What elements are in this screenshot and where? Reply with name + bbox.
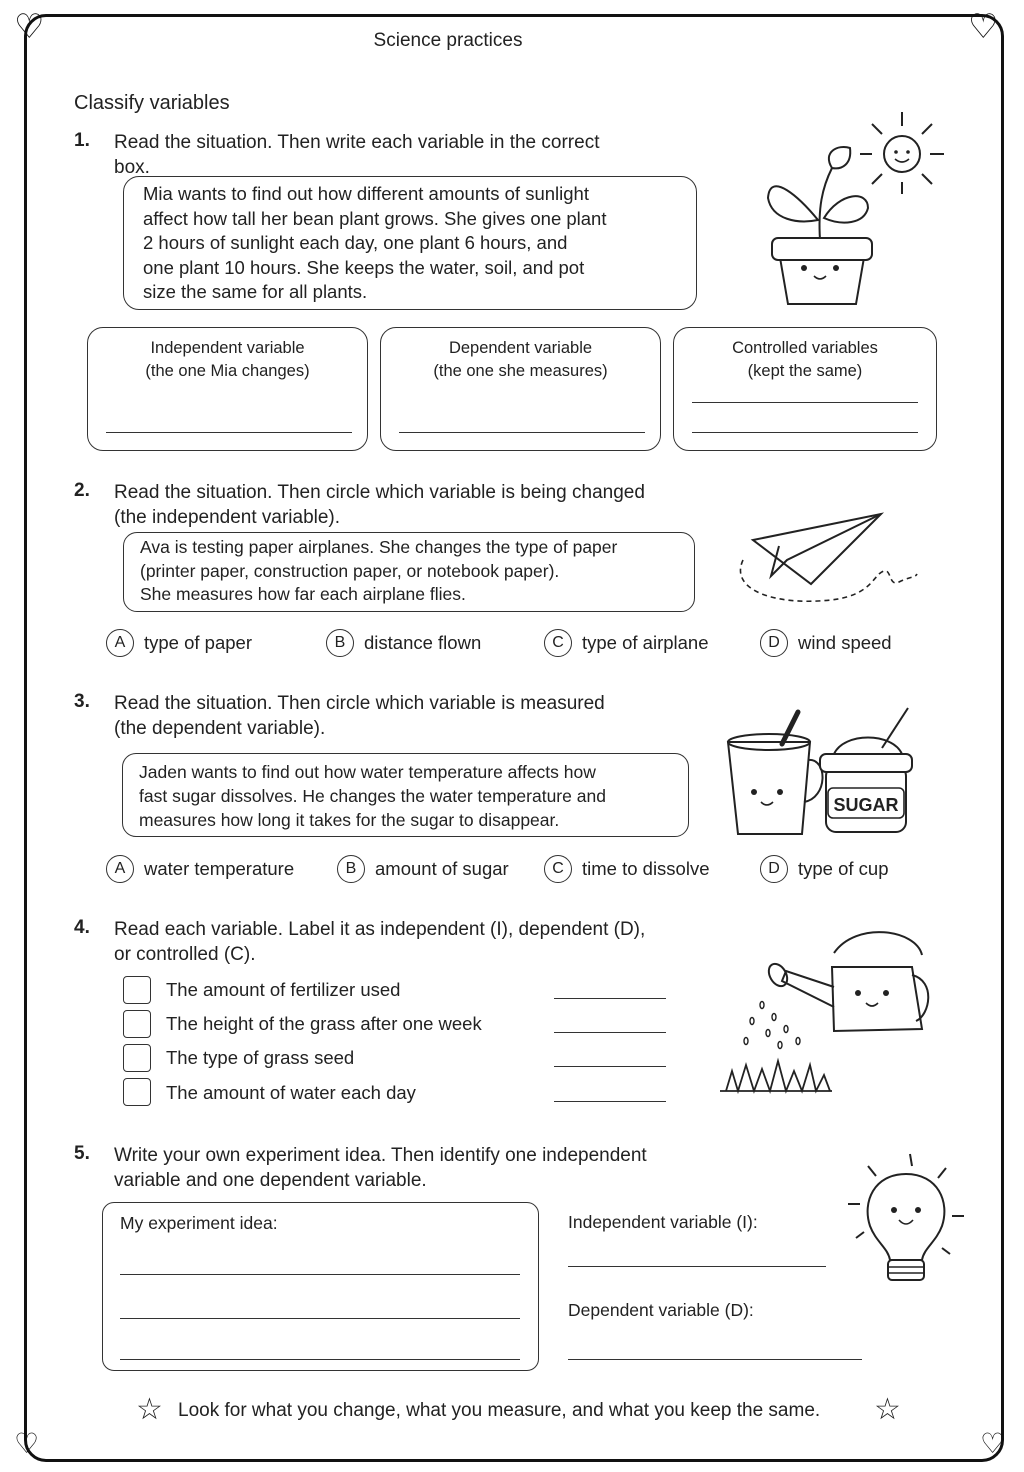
experiment-idea-box xyxy=(102,1202,539,1371)
answer-line[interactable] xyxy=(554,1066,666,1067)
answer-line[interactable] xyxy=(120,1359,520,1360)
option-b[interactable] xyxy=(337,855,509,883)
checkbox[interactable] xyxy=(123,1078,151,1106)
option-text: distance flown xyxy=(364,632,482,653)
box-title: Dependent variable xyxy=(448,339,593,357)
option-letter[interactable]: A xyxy=(106,629,134,657)
checkbox[interactable] xyxy=(123,1044,151,1072)
checkbox[interactable] xyxy=(123,1010,151,1038)
heart-icon: ♡ xyxy=(14,8,45,46)
heart-icon: ♡ xyxy=(14,1428,40,1459)
box-subtitle: (the one she measures) xyxy=(433,362,608,380)
option-b[interactable] xyxy=(326,629,481,657)
answer-line[interactable] xyxy=(120,1318,520,1319)
option-c[interactable] xyxy=(544,855,710,883)
option-text: type of cup xyxy=(798,858,889,879)
question-instruction: Read each variable. Label it as independent (I), dependent (D), xyxy=(114,919,646,940)
paper-airplane-icon xyxy=(735,510,925,610)
option-text: type of airplane xyxy=(582,632,709,653)
question-instruction: (the independent variable). xyxy=(114,507,341,528)
jar-label: SUGAR xyxy=(833,795,899,815)
option-text: time to dissolve xyxy=(582,858,710,879)
question-number: 4. xyxy=(74,917,90,938)
star-icon: ☆ xyxy=(874,1393,901,1426)
option-letter[interactable]: C xyxy=(544,629,572,657)
heart-icon: ♡ xyxy=(980,1428,1006,1459)
box-subtitle: (kept the same) xyxy=(747,362,863,380)
option-c[interactable] xyxy=(544,629,709,657)
variable-item: The type of grass seed xyxy=(166,1047,355,1068)
box-subtitle: (the one Mia changes) xyxy=(145,362,310,380)
option-letter[interactable]: C xyxy=(544,855,572,883)
passage-box xyxy=(123,532,695,612)
dependent-variable-box xyxy=(380,327,661,451)
question-number: 5. xyxy=(74,1143,90,1164)
question-instruction: box. xyxy=(114,157,150,178)
variable-item: The amount of fertilizer used xyxy=(166,979,401,1000)
question-instruction: Read the situation. Then write each variable in the correct xyxy=(114,132,600,153)
option-d[interactable] xyxy=(760,855,889,883)
question-number: 2. xyxy=(74,480,90,501)
question-instruction: variable and one dependent variable. xyxy=(114,1170,427,1191)
checkbox[interactable] xyxy=(123,976,151,1004)
footer-tip: Look for what you change, what you measure, and what you keep the same. xyxy=(178,1400,821,1421)
experiment-idea-label: My experiment idea: xyxy=(120,1213,278,1233)
independent-variable-box xyxy=(87,327,368,451)
question-instruction: or controlled (C). xyxy=(114,944,256,965)
lightbulb-icon xyxy=(846,1152,966,1292)
answer-line[interactable] xyxy=(568,1266,826,1267)
box-title: Independent variable xyxy=(150,339,305,357)
option-letter[interactable]: B xyxy=(337,855,365,883)
option-letter[interactable]: A xyxy=(106,855,134,883)
option-text: type of paper xyxy=(144,632,252,653)
dependent-variable-label: Dependent variable (D): xyxy=(568,1300,754,1320)
cup-and-sugar-icon xyxy=(722,708,922,838)
variable-item: The height of the grass after one week xyxy=(166,1013,482,1034)
passage-text: Jaden wants to find out how water temperature affects how fast sugar dissolves. He changes the water temperature and measures how long it takes for the sugar to disappear. xyxy=(139,762,606,830)
variable-item: The amount of water each day xyxy=(166,1082,416,1103)
option-text: water temperature xyxy=(144,858,295,879)
box-title: Controlled variables xyxy=(732,339,878,357)
option-a[interactable] xyxy=(106,629,252,657)
star-icon: ☆ xyxy=(136,1393,163,1426)
option-text: wind speed xyxy=(798,632,892,653)
question-instruction: Write your own experiment idea. Then identify one independent xyxy=(114,1145,647,1166)
answer-line[interactable] xyxy=(554,1101,666,1102)
question-instruction: Read the situation. Then circle which variable is being changed xyxy=(114,482,645,503)
controlled-variables-box xyxy=(673,327,937,451)
page-title: Science practices xyxy=(373,30,523,51)
answer-line[interactable] xyxy=(106,432,352,433)
independent-variable-label: Independent variable (I): xyxy=(568,1212,758,1232)
answer-line[interactable] xyxy=(399,432,645,433)
heart-icon: ♡ xyxy=(968,8,999,46)
sun-and-plant-icon xyxy=(760,108,960,318)
option-letter[interactable]: D xyxy=(760,629,788,657)
watering-can-icon xyxy=(716,925,931,1095)
answer-line[interactable] xyxy=(692,432,918,433)
option-a[interactable] xyxy=(106,855,294,883)
answer-line[interactable] xyxy=(568,1359,862,1360)
passage-text: Mia wants to find out how different amounts of sunlight affect how tall her bean plant grows. She gives one plant 2 hours of sunlight each day, one plant 6 hours, and one plant 10 hours. She keeps the water, soil, and pot size the same for all plants. xyxy=(143,183,607,302)
question-number: 3. xyxy=(74,691,90,712)
answer-line[interactable] xyxy=(120,1274,520,1275)
option-letter[interactable]: D xyxy=(760,855,788,883)
option-letter[interactable]: B xyxy=(326,629,354,657)
option-d[interactable] xyxy=(760,629,892,657)
question-instruction: Read the situation. Then circle which variable is measured xyxy=(114,693,605,714)
answer-line[interactable] xyxy=(554,1032,666,1033)
section-heading: Classify variables xyxy=(74,92,230,114)
question-instruction: (the dependent variable). xyxy=(114,718,326,739)
passage-text: Ava is testing paper airplanes. She changes the type of paper (printer paper, construction paper, or notebook paper). She measures how far each airplane flies. xyxy=(140,537,618,604)
question-number: 1. xyxy=(74,130,90,151)
option-text: amount of sugar xyxy=(375,858,509,879)
passage-box xyxy=(123,176,697,310)
answer-line[interactable] xyxy=(692,402,918,403)
passage-box xyxy=(122,753,689,837)
answer-line[interactable] xyxy=(554,998,666,999)
